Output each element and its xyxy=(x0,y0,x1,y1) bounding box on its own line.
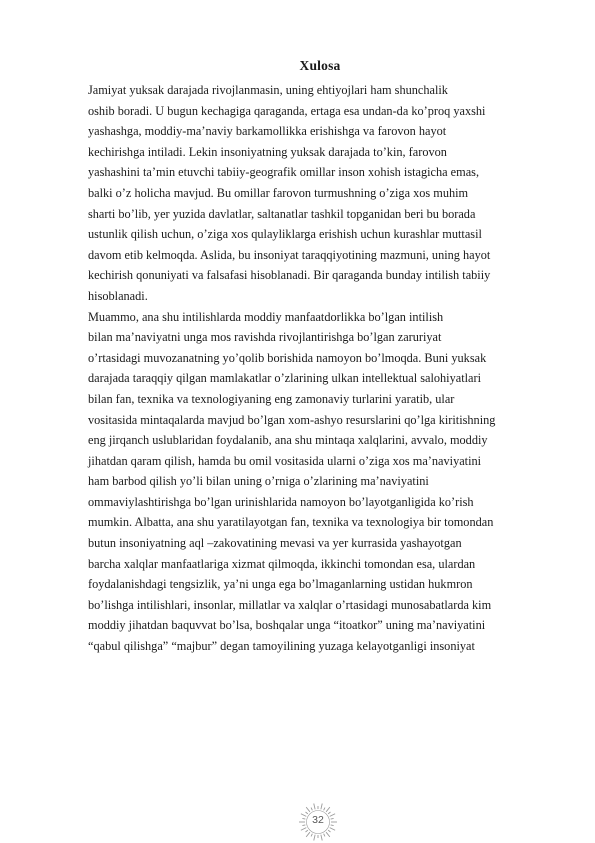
text-line: balki o’z holicha mavjud. Bu omillar farovon turmushning o’ziga xos muhim xyxy=(88,185,469,200)
text-line: foydalanishdagi tengsizlik, ya’ni unga ega bo’lmaganlarning ustidan hukmron xyxy=(88,577,473,592)
page-number-badge xyxy=(297,801,339,843)
starburst-ray xyxy=(305,830,307,832)
text-line: o’rtasidagi muvozanatning yo’qolib borishida namoyon bo’lmoqda. Buni yuksak xyxy=(88,350,487,365)
text-line: bilan fan, texnika va texnologiyaning eng zamonaviy turlarini yaratib, ular xyxy=(88,391,455,406)
text-line: moddiy jihatdan baquvvat bo’lsa, boshqalar unga “itoatkor” uning ma’naviyatini xyxy=(88,618,486,633)
text-line: ustunlik qilish uchun, o’ziga xos qulayliklarga erishish uchun kurashlar muttasil xyxy=(88,227,482,242)
text-line: Jamiyat yuksak darajada rivojlanmasin, uning ehtiyojlari ham shunchalik xyxy=(88,83,448,97)
text-line: davom etib kelmoqda. Aslida, bu insoniyat taraqqiyotining mazmuni, uning hayot xyxy=(88,247,491,262)
text-line: hisoblanadi. xyxy=(88,288,148,303)
text-line: kechirishga intiladi. Lekin insoniyatning yuksak darajada to’kin, farovon xyxy=(88,144,447,159)
text-line: eng jirqanch uslublaridan foydalanib, ana shu mintaqa xalqlarini, avvalo, moddiy xyxy=(88,433,488,448)
text-line: Muammo, ana shu intilishlarda moddiy manfaatdorlikka bo’lgan intilish xyxy=(88,309,444,324)
text-line: butun insoniyatning aql –zakovatining mevasi va yer kurrasida yashayotgan xyxy=(88,536,462,551)
starburst-ray xyxy=(314,835,315,841)
starburst-ray xyxy=(326,807,330,812)
starburst-ray xyxy=(306,807,310,812)
page-title: Xulosa xyxy=(299,58,341,73)
starburst-ray xyxy=(321,835,322,841)
text-line: jihatdan qaram qilish, hamda bu omil vositasida ularni o’ziga xos ma’naviyatini xyxy=(88,453,482,468)
starburst-ray xyxy=(311,834,312,837)
text-line: yashashga, moddiy-ma’naviy barkamollikka erishishga va farovon hayot xyxy=(88,124,447,139)
body-text xyxy=(88,80,550,657)
text-line: kechirish qonuniyati va falsafasi hisoblanadi. Bir qaraganda bunday intilish tabiiy xyxy=(88,268,491,283)
text-line: “qabul qilishga” “majbur” degan tamoyilining yuzaga kelayotganligi insoniyat xyxy=(88,639,475,654)
starburst-ray xyxy=(301,828,306,831)
starburst-ray xyxy=(326,832,330,837)
text-line: vositasida mintaqalarda mavjud bo’lgan xom-ashyo resurslarini qo’lga kiritishning xyxy=(88,412,496,427)
text-line: barcha xalqlar manfaatlariga xizmat qilmoqda, ikkinchi tomondan esa, ulardan xyxy=(88,556,476,571)
starburst-ray xyxy=(306,832,310,837)
text-line: mumkin. Albatta, ana shu yaratilayotgan fan, texnika va texnologiya bir tomondan xyxy=(88,515,494,530)
text-line: yashashini ta’min etuvchi tabiiy-geografik omillar inson xohish istagicha emas, xyxy=(88,165,480,180)
starburst-ray xyxy=(328,830,330,832)
text-line: sharti bo’lib, yer yuzida davlatlar, saltanatlar tashkil topganidan beri bu borada xyxy=(88,206,476,221)
starburst-ray xyxy=(314,803,315,809)
starburst-ray xyxy=(330,828,335,831)
text-line: darajada taraqqiy qilgan mamlakatlar o’zlarining ulkan intellektual salohiyatlari xyxy=(88,371,482,386)
page-number: 32 xyxy=(312,814,324,826)
text-line: bilan ma’naviyatni unga mos ravishda rivojlantirishga bo’lgan zaruriyat xyxy=(88,330,442,345)
starburst-ray xyxy=(311,808,312,811)
starburst-ray xyxy=(321,803,322,809)
starburst-ray xyxy=(324,808,325,811)
text-line: oshib boradi. U bugun kechagiga qaraganda, ertaga esa undan-da ko’proq yaxshi xyxy=(88,103,486,118)
text-line: bo’lishga intilishlari, insonlar, millatlar va xalqlar o’rtasidagi munosabatlarda kim xyxy=(88,597,492,612)
text-line: ham barbod qilish yo’li bilan uning o’rniga o’zlarining ma’naviyatini xyxy=(88,474,429,489)
starburst-ray xyxy=(324,834,325,837)
text-line: ommaviylashtirishga bo’lgan urinishlarida namoyon bo’layotganligida ko’rish xyxy=(88,494,474,509)
